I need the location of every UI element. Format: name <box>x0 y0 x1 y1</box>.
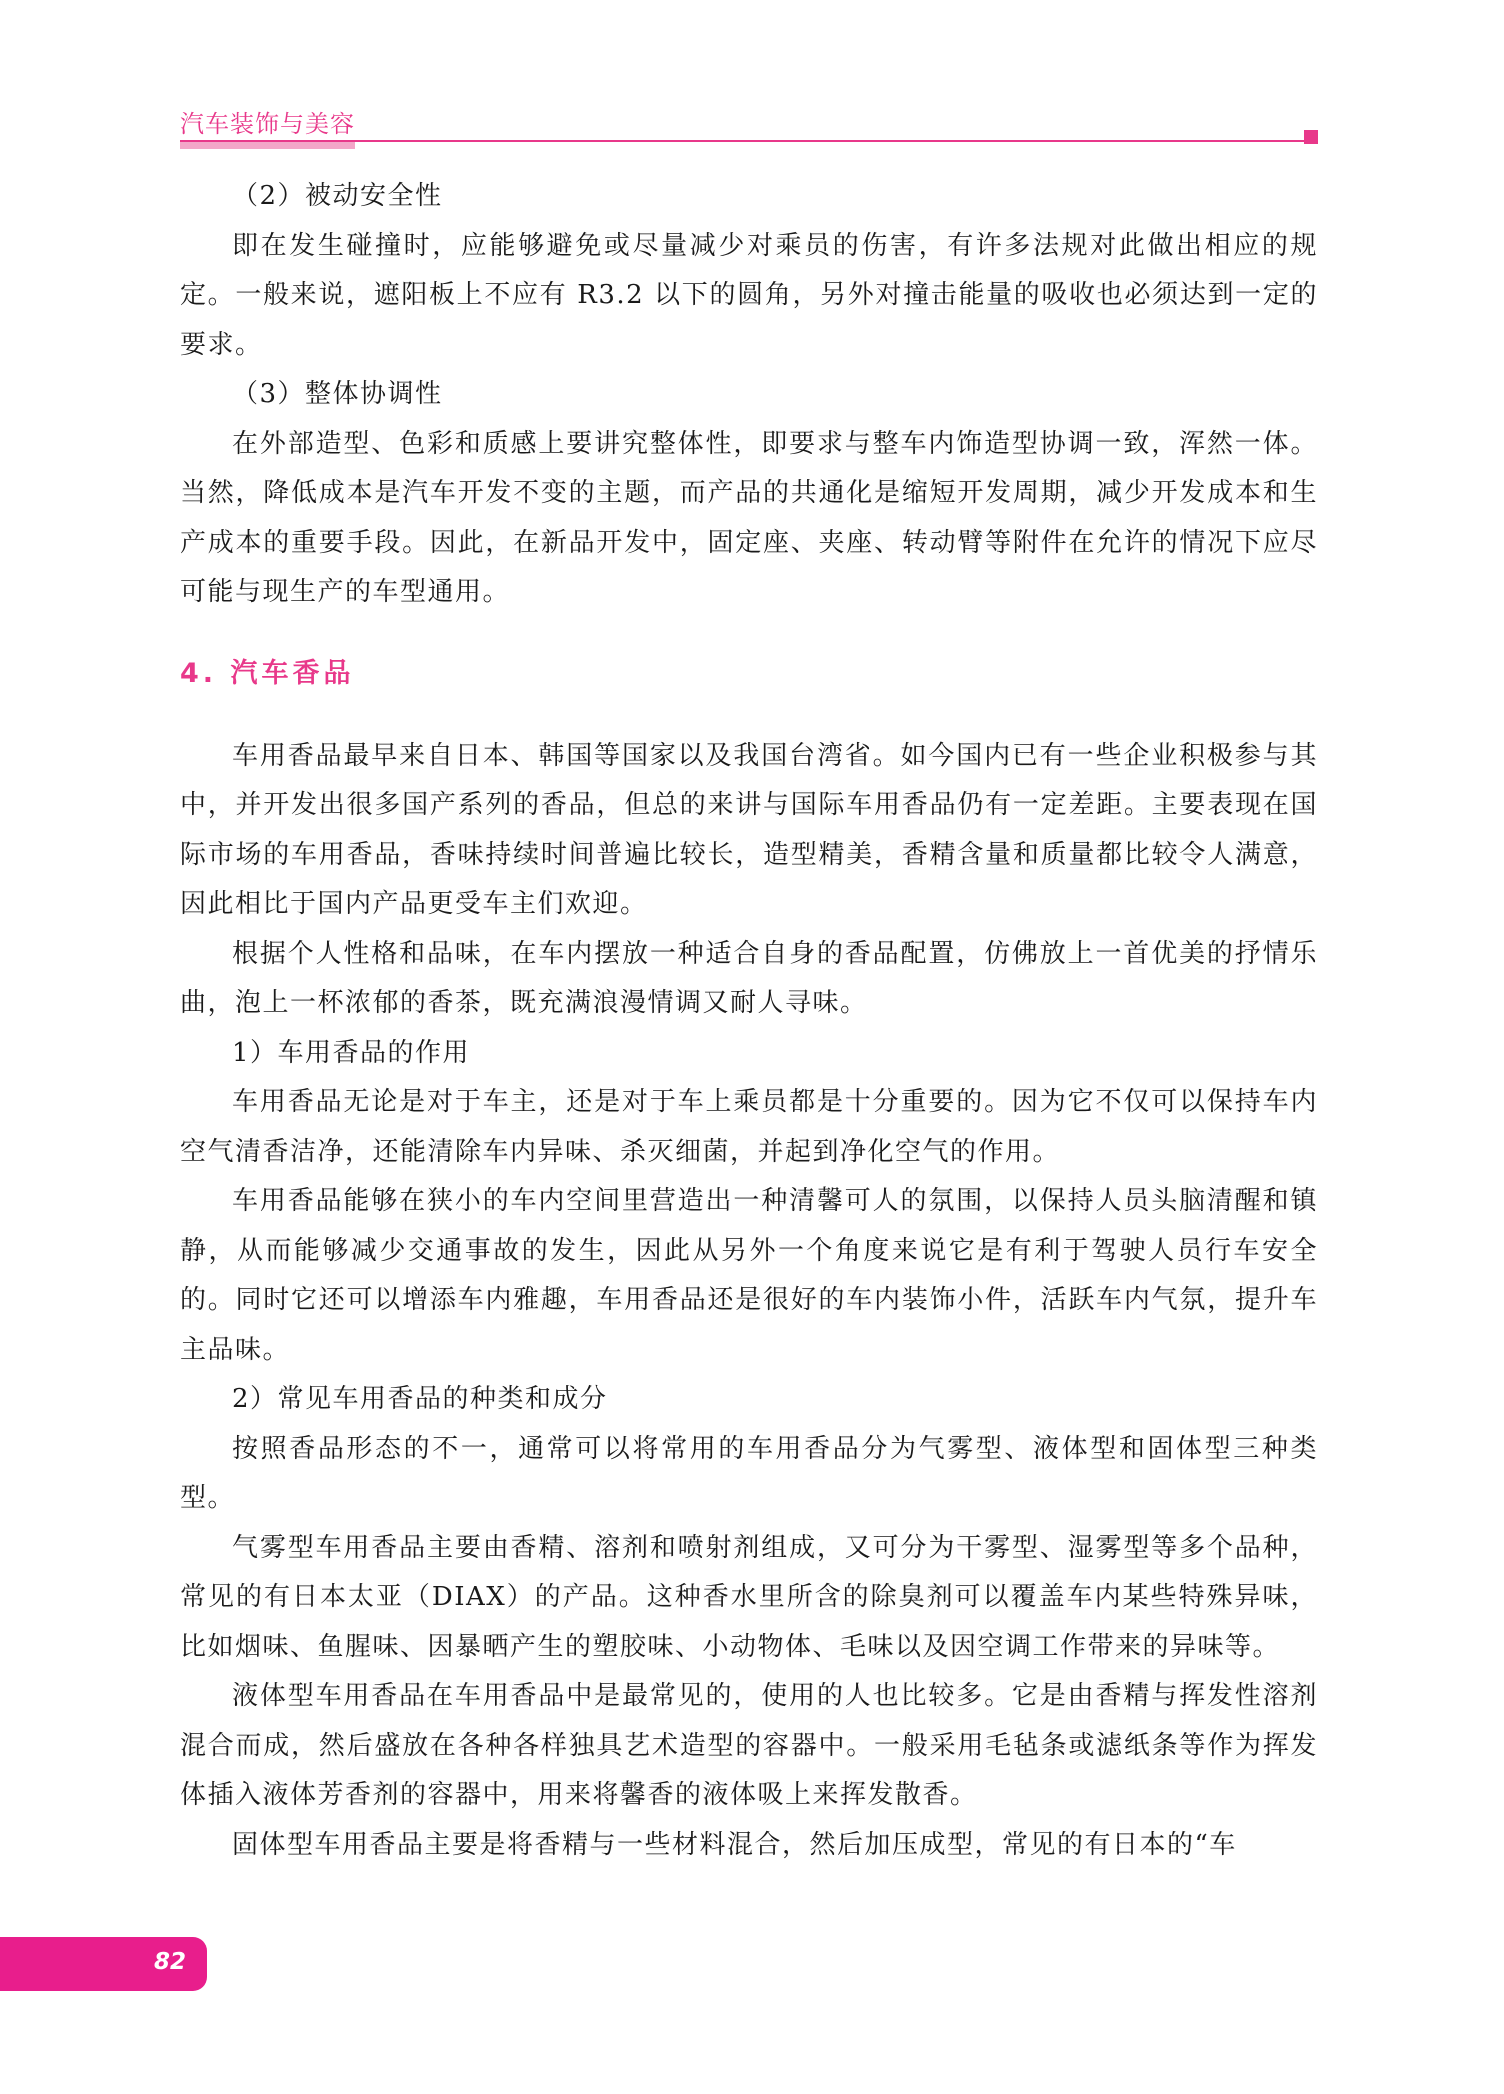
subheading-overall-coordination: （3）整体协调性 <box>232 379 443 409</box>
book-title: 汽车装饰与美容 <box>180 110 355 138</box>
body-paragraph: 气雾型车用香品主要由香精、溶剂和喷射剂组成，又可分为干雾型、湿雾型等多个品种，常见的有日本太亚（DIAX）的产品。这种香水里所含的除臭剂可以覆盖车内某些特殊异味，比如烟味、鱼腥味、因暴晒产生的塑胶味、小动物体、毛味以及因空调工作带来的异味等。 <box>180 1532 1318 1662</box>
page-number: 82 <box>154 1949 187 1975</box>
body-paragraph: 按照香品形态的不一，通常可以将常用的车用香品分为气雾型、液体型和固体型三种类型。 <box>180 1433 1318 1513</box>
subheading-types: 2）常见车用香品的种类和成分 <box>232 1384 608 1414</box>
body-paragraph: 车用香品最早来自日本、韩国等国家以及我国台湾省。如今国内已有一些企业积极参与其中，并开发出很多国产系列的香品，但总的来讲与国际车用香品仍有一定差距。主要表现在国际市场的车用香品，香味持续时间普遍比较长，造型精美，香精含量和质量都比较令人满意，因此相比于国内产品更受车主们欢迎。 <box>180 740 1318 919</box>
body-paragraph: 液体型车用香品在车用香品中是最常见的，使用的人也比较多。它是由香精与挥发性溶剂混合而成，然后盛放在各种各样独具艺术造型的容器中。一般采用毛毡条或滤纸条等作为挥发体插入液体芳香剂的容器中，用来将馨香的液体吸上来挥发散香。 <box>180 1681 1318 1810</box>
header-accent-bar <box>180 142 355 149</box>
section-heading: 4. 汽车香品 <box>180 657 355 689</box>
body-paragraph: 车用香品能够在狭小的车内空间里营造出一种清馨可人的氛围，以保持人员头脑清醒和镇静，从而能够减少交通事故的发生，因此从另外一个角度来说它是有利于驾驶人员行车安全的。同时它还可以增添车内雅趣，车用香品还是很好的车内装饰小件，活跃车内气氛，提升车主品味。 <box>180 1186 1318 1365</box>
subheading-function: 1）车用香品的作用 <box>232 1037 471 1068</box>
body-paragraph: 即在发生碰撞时，应能够避免或尽量减少对乘员的伤害，有许多法规对此做出相应的规定。一般来说，遮阳板上不应有 R3.2 以下的圆角，另外对撞击能量的吸收也必须达到一定的要求。 <box>180 230 1318 360</box>
body-paragraph: 在外部造型、色彩和质感上要讲究整体性，即要求与整车内饰造型协调一致，浑然一体。当然，降低成本是汽车开发不变的主题，而产品的共通化是缩短开发周期，减少开发成本和生产成本的重要手段。因此，在新品开发中，固定座、夹座、转动臂等附件在允许的情况下应尽可能与现生产的车型通用。 <box>180 428 1318 607</box>
subheading-passive-safety: （2）被动安全性 <box>232 181 443 211</box>
page-body <box>180 172 1318 1870</box>
body-paragraph: 根据个人性格和品味，在车内摆放一种适合自身的香品配置，仿佛放上一首优美的抒情乐曲，泡上一杯浓郁的香茶，既充满浪漫情调又耐人寻味。 <box>180 938 1318 1018</box>
body-paragraph: 固体型车用香品主要是将香精与一些材料混合，然后加压成型，常见的有日本的“车 <box>232 1829 1237 1860</box>
header-square-marker <box>1304 130 1318 144</box>
body-paragraph: 车用香品无论是对于车主，还是对于车上乘员都是十分重要的。因为它不仅可以保持车内空气清香洁净，还能清除车内异味、杀灭细菌，并起到净化空气的作用。 <box>180 1087 1318 1167</box>
